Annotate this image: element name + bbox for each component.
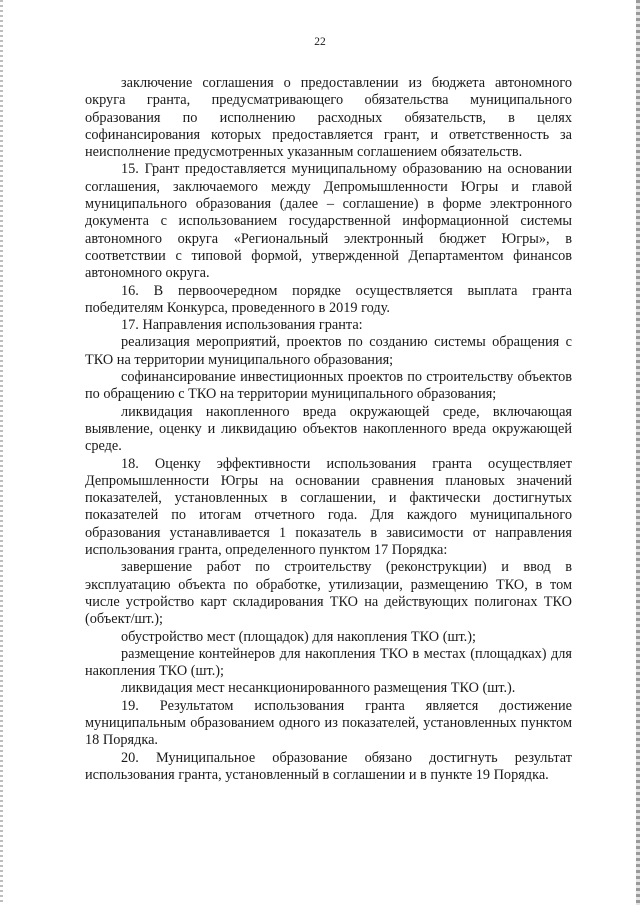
paragraph-16: 16. В первоочередном порядке осуществляется выплата гранта победителям Конкурса, проведенного в 2019 году. xyxy=(85,282,572,316)
scan-edge-left xyxy=(0,0,3,905)
paragraph-19: 19. Результатом использования гранта является достижение муниципальным образованием одного из показателей, установленных пунктом 18 Порядка. xyxy=(85,697,572,749)
paragraph-17: 17. Направления использования гранта: xyxy=(121,317,363,334)
paragraph-15: 15. Грант предоставляется муниципальному образованию на основании соглашения, заключаемого между Депромышленности Югры и главой муниципального образования (далее – соглашение) в форме электронного документа с использованием государственной информационной системы автономного округа «Региональный электронный бюджет Югры», в соответствии с типовой формой, утвержденной Департаментом финансов автономного округа. xyxy=(85,161,572,282)
page-number: 22 xyxy=(314,36,326,48)
paragraph-agreement-conclusion: заключение соглашения о предоставлении из бюджета автономного округа гранта, предусматривающего обязательства муниципального образования по исполнению расходных обязательств, в целях софинансирования которых предоставляется грант, и ответственность за неисполнение предусмотренных указанным соглашением обязательств. xyxy=(85,75,572,161)
paragraph-17-item-1: реализация мероприятий, проектов по созданию системы обращения с ТКО на территории муниципального образования; xyxy=(85,334,572,368)
paragraph-20: 20. Муниципальное образование обязано достигнуть результат использования гранта, установленный в соглашении и в пункте 19 Порядка. xyxy=(85,749,572,783)
document-body xyxy=(85,75,572,784)
paragraph-17-item-2: софинансирование инвестиционных проектов по строительству объектов по обращению с ТКО на территории муниципального образования; xyxy=(85,369,572,403)
paragraph-18-item-1: завершение работ по строительству (реконструкции) и ввод в эксплуатацию объекта по обработке, утилизации, размещению ТКО, в том числе устройство карт складирования ТКО на действующих полигонах ТКО (объект/шт.); xyxy=(85,559,572,628)
paragraph-18-item-3: размещение контейнеров для накопления ТКО в местах (площадках) для накопления ТКО (шт.); xyxy=(85,645,572,680)
paragraph-17-item-3: ликвидация накопленного вреда окружающей среде, включающая выявление, оценку и ликвидацию объектов накопленного вреда окружающей среде. xyxy=(85,403,572,455)
paragraph-18-item-2: обустройство мест (площадок) для накопления ТКО (шт.); xyxy=(121,628,476,645)
paragraph-18-item-4: ликвидация мест несанкционированного размещения ТКО (шт.). xyxy=(121,680,516,697)
paragraph-18: 18. Оценку эффективности использования гранта осуществляет Депромышленности Югры на основании сравнения плановых значений показателей, установленных в соглашении, и фактически достигнутых показателей по итогам отчетного года. Для каждого муниципального образования устанавливается 1 показатель в зависимости от направления использования гранта, определенного пунктом 17 Порядка: xyxy=(85,455,572,559)
scan-edge-right xyxy=(636,0,640,905)
